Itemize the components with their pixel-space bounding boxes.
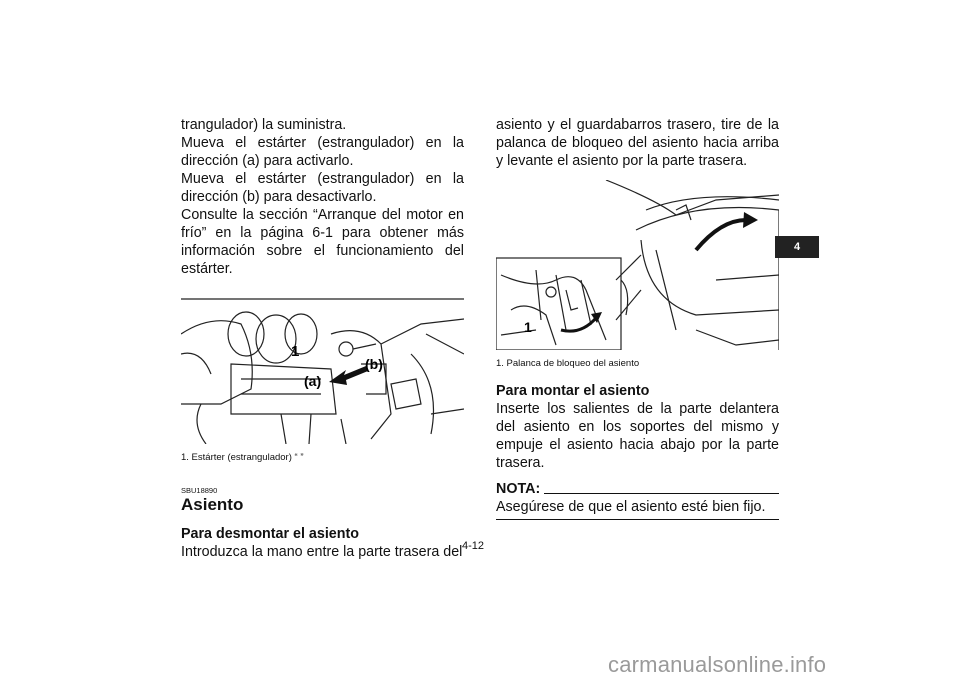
- note-label: NOTA:: [496, 481, 541, 497]
- note-rule: [544, 493, 779, 494]
- callout-a: (a): [304, 373, 322, 389]
- left-column: [181, 116, 464, 561]
- choke-figure: [181, 294, 464, 444]
- figure-caption: 1. Palanca de bloqueo del asiento: [496, 358, 640, 369]
- note-header: [496, 480, 779, 498]
- paragraph: Consulte la sección “Arranque del motor en frío” en la página 6-1 para obtener más información sobre el funcionamiento del estárter.: [181, 207, 464, 277]
- callout-1: 1: [291, 343, 300, 360]
- section-code: SBU18890: [181, 486, 218, 495]
- seat-figure: [496, 180, 779, 350]
- seat-illustration: [496, 180, 779, 350]
- page-number: 4-12: [462, 540, 485, 552]
- paragraph: Mueva el estárter (estrangulador) en la dirección (a) para activarlo.: [181, 135, 464, 169]
- subheading: Para desmontar el asiento: [181, 526, 359, 542]
- paragraph: Inserte los salientes de la parte delantera del asiento en los soportes del mismo y empuje el asiento hacia abajo por la parte trasera.: [496, 401, 779, 471]
- paragraph: Introduzca la mano entre la parte trasera del: [181, 544, 463, 560]
- paragraph: trangulador) la suministra.: [181, 117, 347, 133]
- note-divider: [496, 519, 779, 520]
- paragraph: Mueva el estárter (estrangulador) en la dirección (b) para desactivarlo.: [181, 171, 464, 205]
- paragraph: asiento y el guardabarros trasero, tire de la palanca de bloqueo del asiento hacia arriba y levante el asiento por la parte trasera.: [496, 117, 779, 169]
- callout-1: 1: [524, 319, 532, 335]
- callout-b: (b): [365, 356, 383, 372]
- note-text: Asegúrese de que el asiento esté bien fijo.: [496, 499, 766, 515]
- chapter-tab: 4: [775, 236, 819, 258]
- figure-caption: 1. Estárter (estrangulador) “ ”: [181, 452, 304, 463]
- subheading: Para montar el asiento: [496, 383, 650, 399]
- right-column: [496, 116, 779, 520]
- choke-illustration: [181, 294, 464, 444]
- watermark: carmanualsonline.info: [608, 652, 827, 677]
- section-title: Asiento: [181, 495, 244, 514]
